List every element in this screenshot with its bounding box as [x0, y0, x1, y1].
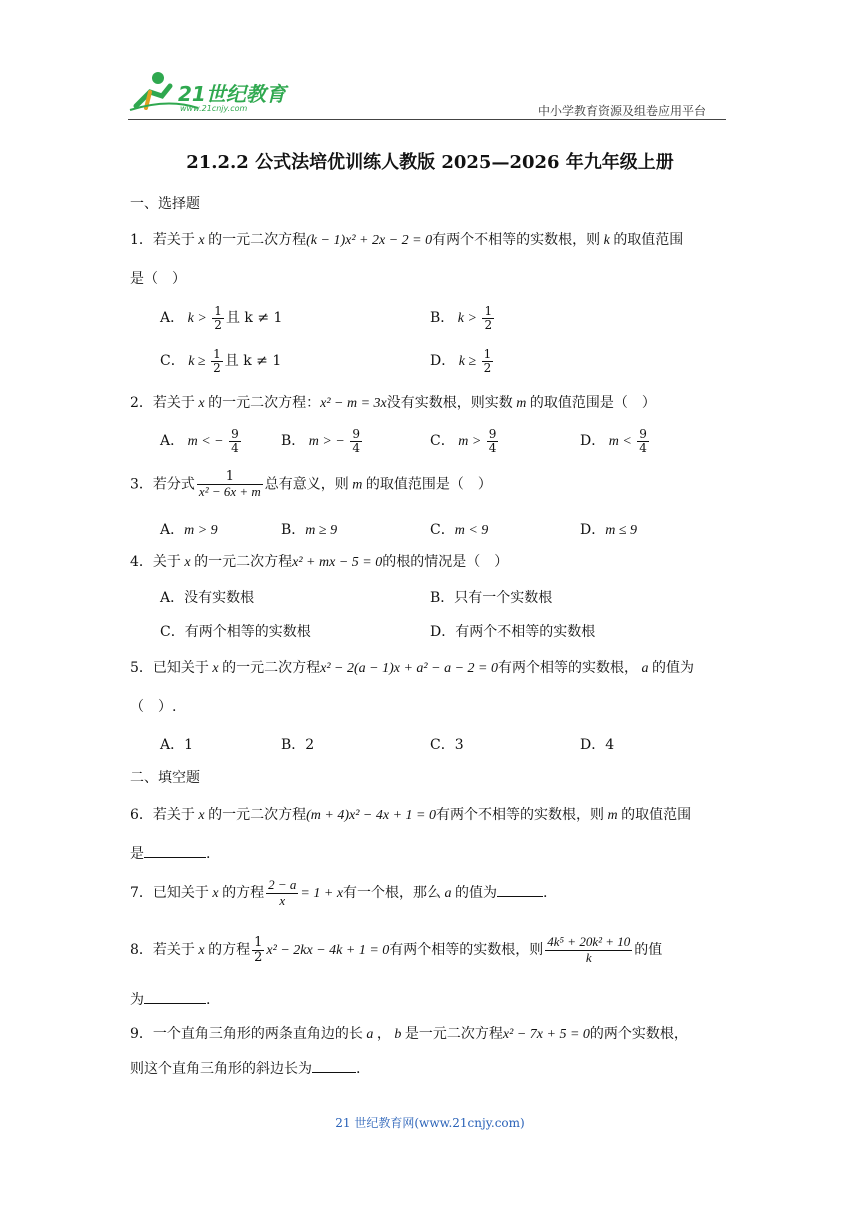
- option-1d[interactable]: D． k ≥ $\frac{1}{2}$: [430, 347, 492, 375]
- option-1a[interactable]: A． k > $\frac{1}{2}$ 且 k ≠ 1: [160, 304, 283, 332]
- option-2d[interactable]: D． m < $\frac{9}{4}$: [580, 427, 647, 455]
- option-2a[interactable]: A． m < − $\frac{9}{4}$: [160, 427, 239, 455]
- header-platform-text: 中小学教育资源及组卷应用平台: [538, 104, 707, 118]
- option-3a[interactable]: A．m > 9: [160, 522, 218, 538]
- option-1c[interactable]: C． k ≥ $\frac{1}{2}$ 且 k ≠ 1: [160, 347, 282, 375]
- option-4a[interactable]: A．没有实数根: [160, 590, 255, 606]
- equation: x² − m = 3x: [320, 396, 387, 411]
- question-1-line2: 是（ ）: [130, 271, 186, 287]
- question-5: 5．已知关于 x 的一元二次方程x² − 2(a − 1)x + a² − a − 2 = 0有两个相等的实数根， a 的值为: [130, 660, 694, 676]
- option-4c[interactable]: C．有两个相等的实数根: [160, 624, 311, 640]
- equation: (k − 1)x² + 2x − 2 = 0: [306, 233, 433, 248]
- option-3d[interactable]: D．m ≤ 9: [580, 522, 638, 538]
- page-title: 21.2.2 公式法培优训练人教版 2025—2026 年九年级上册: [186, 152, 674, 173]
- answer-blank[interactable]: [144, 991, 206, 1004]
- option-4d[interactable]: D．有两个不相等的实数根: [430, 624, 596, 640]
- question-text: 的一元二次方程: [208, 232, 307, 248]
- option-2b[interactable]: B． m > − $\frac{9}{4}$: [281, 427, 360, 455]
- option-4b[interactable]: B．只有一个实数根: [430, 590, 553, 606]
- header-divider: [128, 119, 726, 120]
- option-5b[interactable]: B．2: [281, 737, 315, 753]
- question-9: 9．一个直角三角形的两条直角边的长 a ， b 是一元二次方程x² − 7x + 5 = 0的两个实数根，: [130, 1026, 688, 1042]
- question-4: 4．关于 x 的一元二次方程x² + mx − 5 = 0的根的情况是（ ）: [130, 554, 509, 570]
- answer-blank[interactable]: [312, 1060, 356, 1073]
- option-1b[interactable]: B． k > $\frac{1}{2}$: [430, 304, 493, 332]
- question-5-line2: （ ）.: [130, 699, 177, 715]
- site-logo: [128, 68, 298, 118]
- option-3c[interactable]: C．m < 9: [430, 522, 489, 538]
- logo-title: 21世纪教育: [178, 82, 286, 106]
- section-heading-choice: 一、选择题: [130, 196, 200, 212]
- logo-url: www.21cnjy.com: [180, 104, 248, 113]
- question-6-line2: 是 .: [130, 846, 211, 862]
- answer-blank[interactable]: [144, 845, 206, 858]
- option-2c[interactable]: C． m > $\frac{9}{4}$: [430, 427, 497, 455]
- question-3: 3．若分式 $\frac{1}{\text{x² − 6x + m}}$ 总有意义，则 m 的取值范围是（ ）: [130, 469, 492, 499]
- equation: x² − 7x + 5 = 0: [502, 1027, 590, 1042]
- question-text: 若关于: [152, 232, 195, 248]
- question-8: 8．若关于 x 的方程 $\frac{1}{2}$ x² − 2kx − 4k + 1 = 0有两个相等的实数根，则 $\frac{\text{4k⁵ + 20k² + 10}}{k}$ 的值: [130, 934, 663, 965]
- option-5a[interactable]: A．1: [160, 737, 194, 753]
- equation: x² + mx − 5 = 0: [292, 555, 383, 570]
- equation: (m + 4)x² − 4x + 1 = 0: [306, 808, 436, 823]
- question-6: 6．若关于 x 的一元二次方程(m + 4)x² − 4x + 1 = 0有两个不相等的实数根，则 m 的取值范围: [130, 807, 692, 823]
- option-5c[interactable]: C．3: [430, 737, 464, 753]
- question-7: 7．已知关于 x 的方程 $\frac{2 - a}{x}$ = 1 + x有一个根，那么 a 的值为 .: [130, 877, 548, 908]
- question-1: 1．若关于 x 的一元二次方程(k − 1)x² + 2x − 2 = 0有两个不相等的实数根，则 k 的取值范围: [130, 232, 684, 248]
- footer-link[interactable]: 21 世纪教育网(www.21cnjy.com): [335, 1116, 525, 1130]
- question-text: 有两个不相等的实数根，则: [432, 232, 601, 248]
- equation: x² − 2kx − 4k + 1 = 0: [266, 943, 390, 959]
- option-5d[interactable]: D．4: [580, 737, 615, 753]
- question-2: 2．若关于 x 的一元二次方程：x² − m = 3x没有实数根，则实数 m 的取值范围是（ ）: [130, 395, 656, 411]
- question-8-line2: 为 .: [130, 992, 211, 1008]
- answer-blank[interactable]: [497, 884, 543, 897]
- question-9-line2: 则这个直角三角形的斜边长为 .: [130, 1061, 361, 1077]
- question-text: 的取值范围: [613, 232, 684, 248]
- question-number: 1．: [130, 232, 153, 248]
- section-heading-fill: 二、填空题: [130, 770, 200, 786]
- equation: x² − 2(a − 1)x + a² − a − 2 = 0: [320, 661, 498, 676]
- option-3b[interactable]: B．m ≥ 9: [281, 522, 338, 538]
